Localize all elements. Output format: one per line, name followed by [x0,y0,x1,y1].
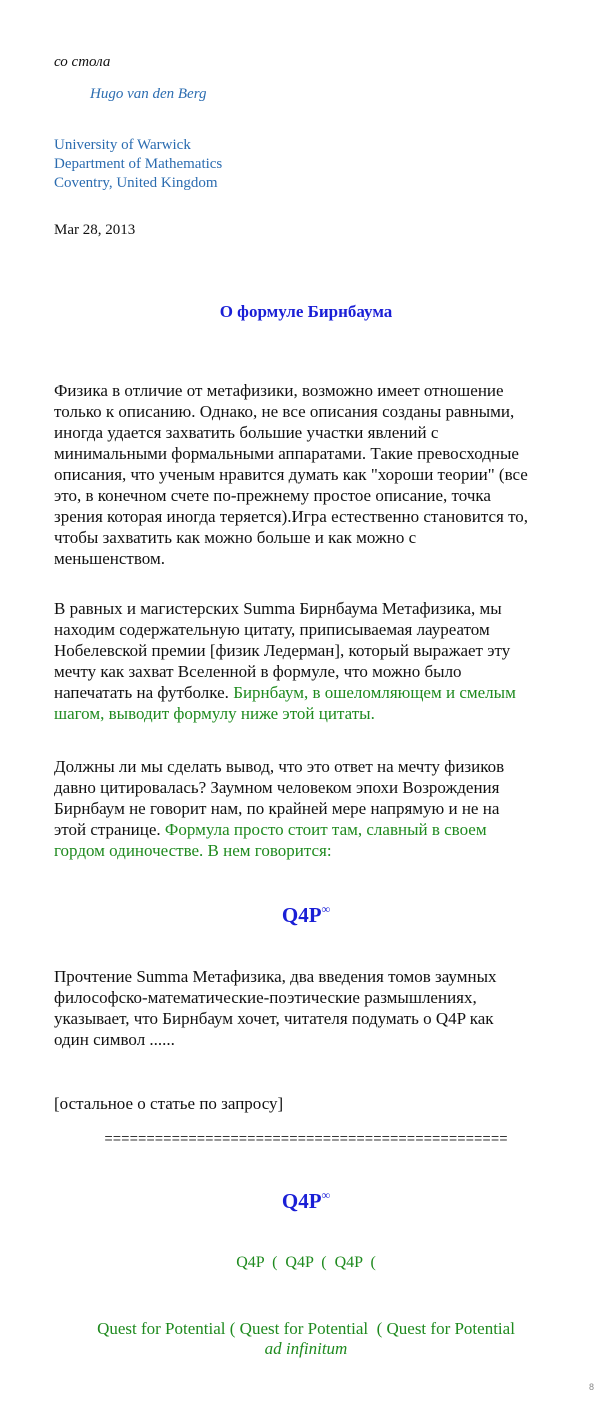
text-segment: напечатать на футболке. [54,683,234,702]
text-line: чтобы захватить как можно больше и как можно с [54,528,417,547]
ad-infinitum-label: ad infinitum [264,1339,348,1358]
highlighted-text-line: шагом, выводит формулу ниже этой цитаты. [54,704,375,723]
highlighted-text: Бирнбаум, в ошеломляющем и смелым [233,683,516,702]
text-line: мечту как захват Вселенной в формуле, что можно было [54,662,462,681]
formula-q4p-infinity [0,902,612,928]
paragraph-2 [54,598,559,724]
formula-base: Q4P [281,1189,322,1213]
author-name: Hugo van den Berg [90,86,207,102]
from-desk-label: со стола [54,54,111,70]
text-line: иногда удается захватить большие участки явлений с [54,423,439,442]
text-line: Нобелевской премии [физик Ледерман], который выражает эту [54,641,511,660]
text-line: философско-математические-поэтические размышлениях, [54,988,477,1007]
highlighted-text-line: гордом одиночестве. В нем говорится: [54,841,332,860]
text-line [54,819,559,840]
text-line: указывает, что Бирнбаум хочет, читателя подумать о Q4P как [54,1009,494,1028]
text-line: это, в конечном счете по-прежнему простое описание, точка [54,486,491,505]
affiliation-line: University of Warwick [54,137,191,153]
letter-date: Mar 28, 2013 [54,222,136,238]
text-line [54,682,559,703]
text-line: находим содержательную цитату, приписываемая лауреатом [54,620,490,639]
quest-expansion: Quest for Potential ( Quest for Potential ( Quest for Potential [97,1319,515,1338]
text-segment: этой странице. [54,820,165,839]
text-line: Должны ли мы сделать вывод, что это ответ на мечту физиков [54,757,505,776]
text-line: один символ ...... [54,1030,175,1049]
formula-q4p-infinity-repeat [0,1188,612,1214]
q4p-chain: Q4P ( Q4P ( Q4P ( [236,1254,376,1271]
affiliation-block [54,136,222,193]
article-title: О формуле Бирнбаума [219,302,393,321]
text-line: зрения которая иногда теряется).Игра естественно становится то, [54,507,529,526]
text-line: давно цитировалась? Заумном человеком эпохи Возрождения [54,778,500,797]
highlighted-text: Формула просто стоит там, славный в своем [164,820,487,839]
paragraph-3 [54,756,559,861]
infinity-superscript: ∞ [321,902,331,916]
affiliation-line: Coventry, United Kingdom [54,175,218,191]
infinity-superscript: ∞ [321,1188,331,1202]
text-line: В равных и магистерских Summa Бирнбаума Метафизика, мы [54,599,502,618]
separator-line: ================================================ [104,1132,508,1148]
paragraph-4 [54,966,559,1050]
text-line: Прочтение Summa Метафизика, два введения томов заумных [54,967,497,986]
text-line: минимальными формальными аппаратами. Такие превосходные [54,444,519,463]
request-note: [остальное о статье по запросу] [54,1094,284,1113]
formula-base: Q4P [281,903,322,927]
paragraph-1 [54,380,559,569]
text-line: описания, что ученым нравится думать как "хороши теории" (все [54,465,528,484]
text-line: Физика в отличие от метафизики, возможно имеет отношение [54,381,504,400]
affiliation-line: Department of Mathematics [54,156,223,172]
page-number: 8 [589,1382,595,1392]
text-line: Бирнбаум не говорит нам, по крайней мере напрямую и не на [54,799,500,818]
text-line: меньшенством. [54,549,165,568]
text-line: только к описанию. Однако, не все описания созданы равными, [54,402,515,421]
